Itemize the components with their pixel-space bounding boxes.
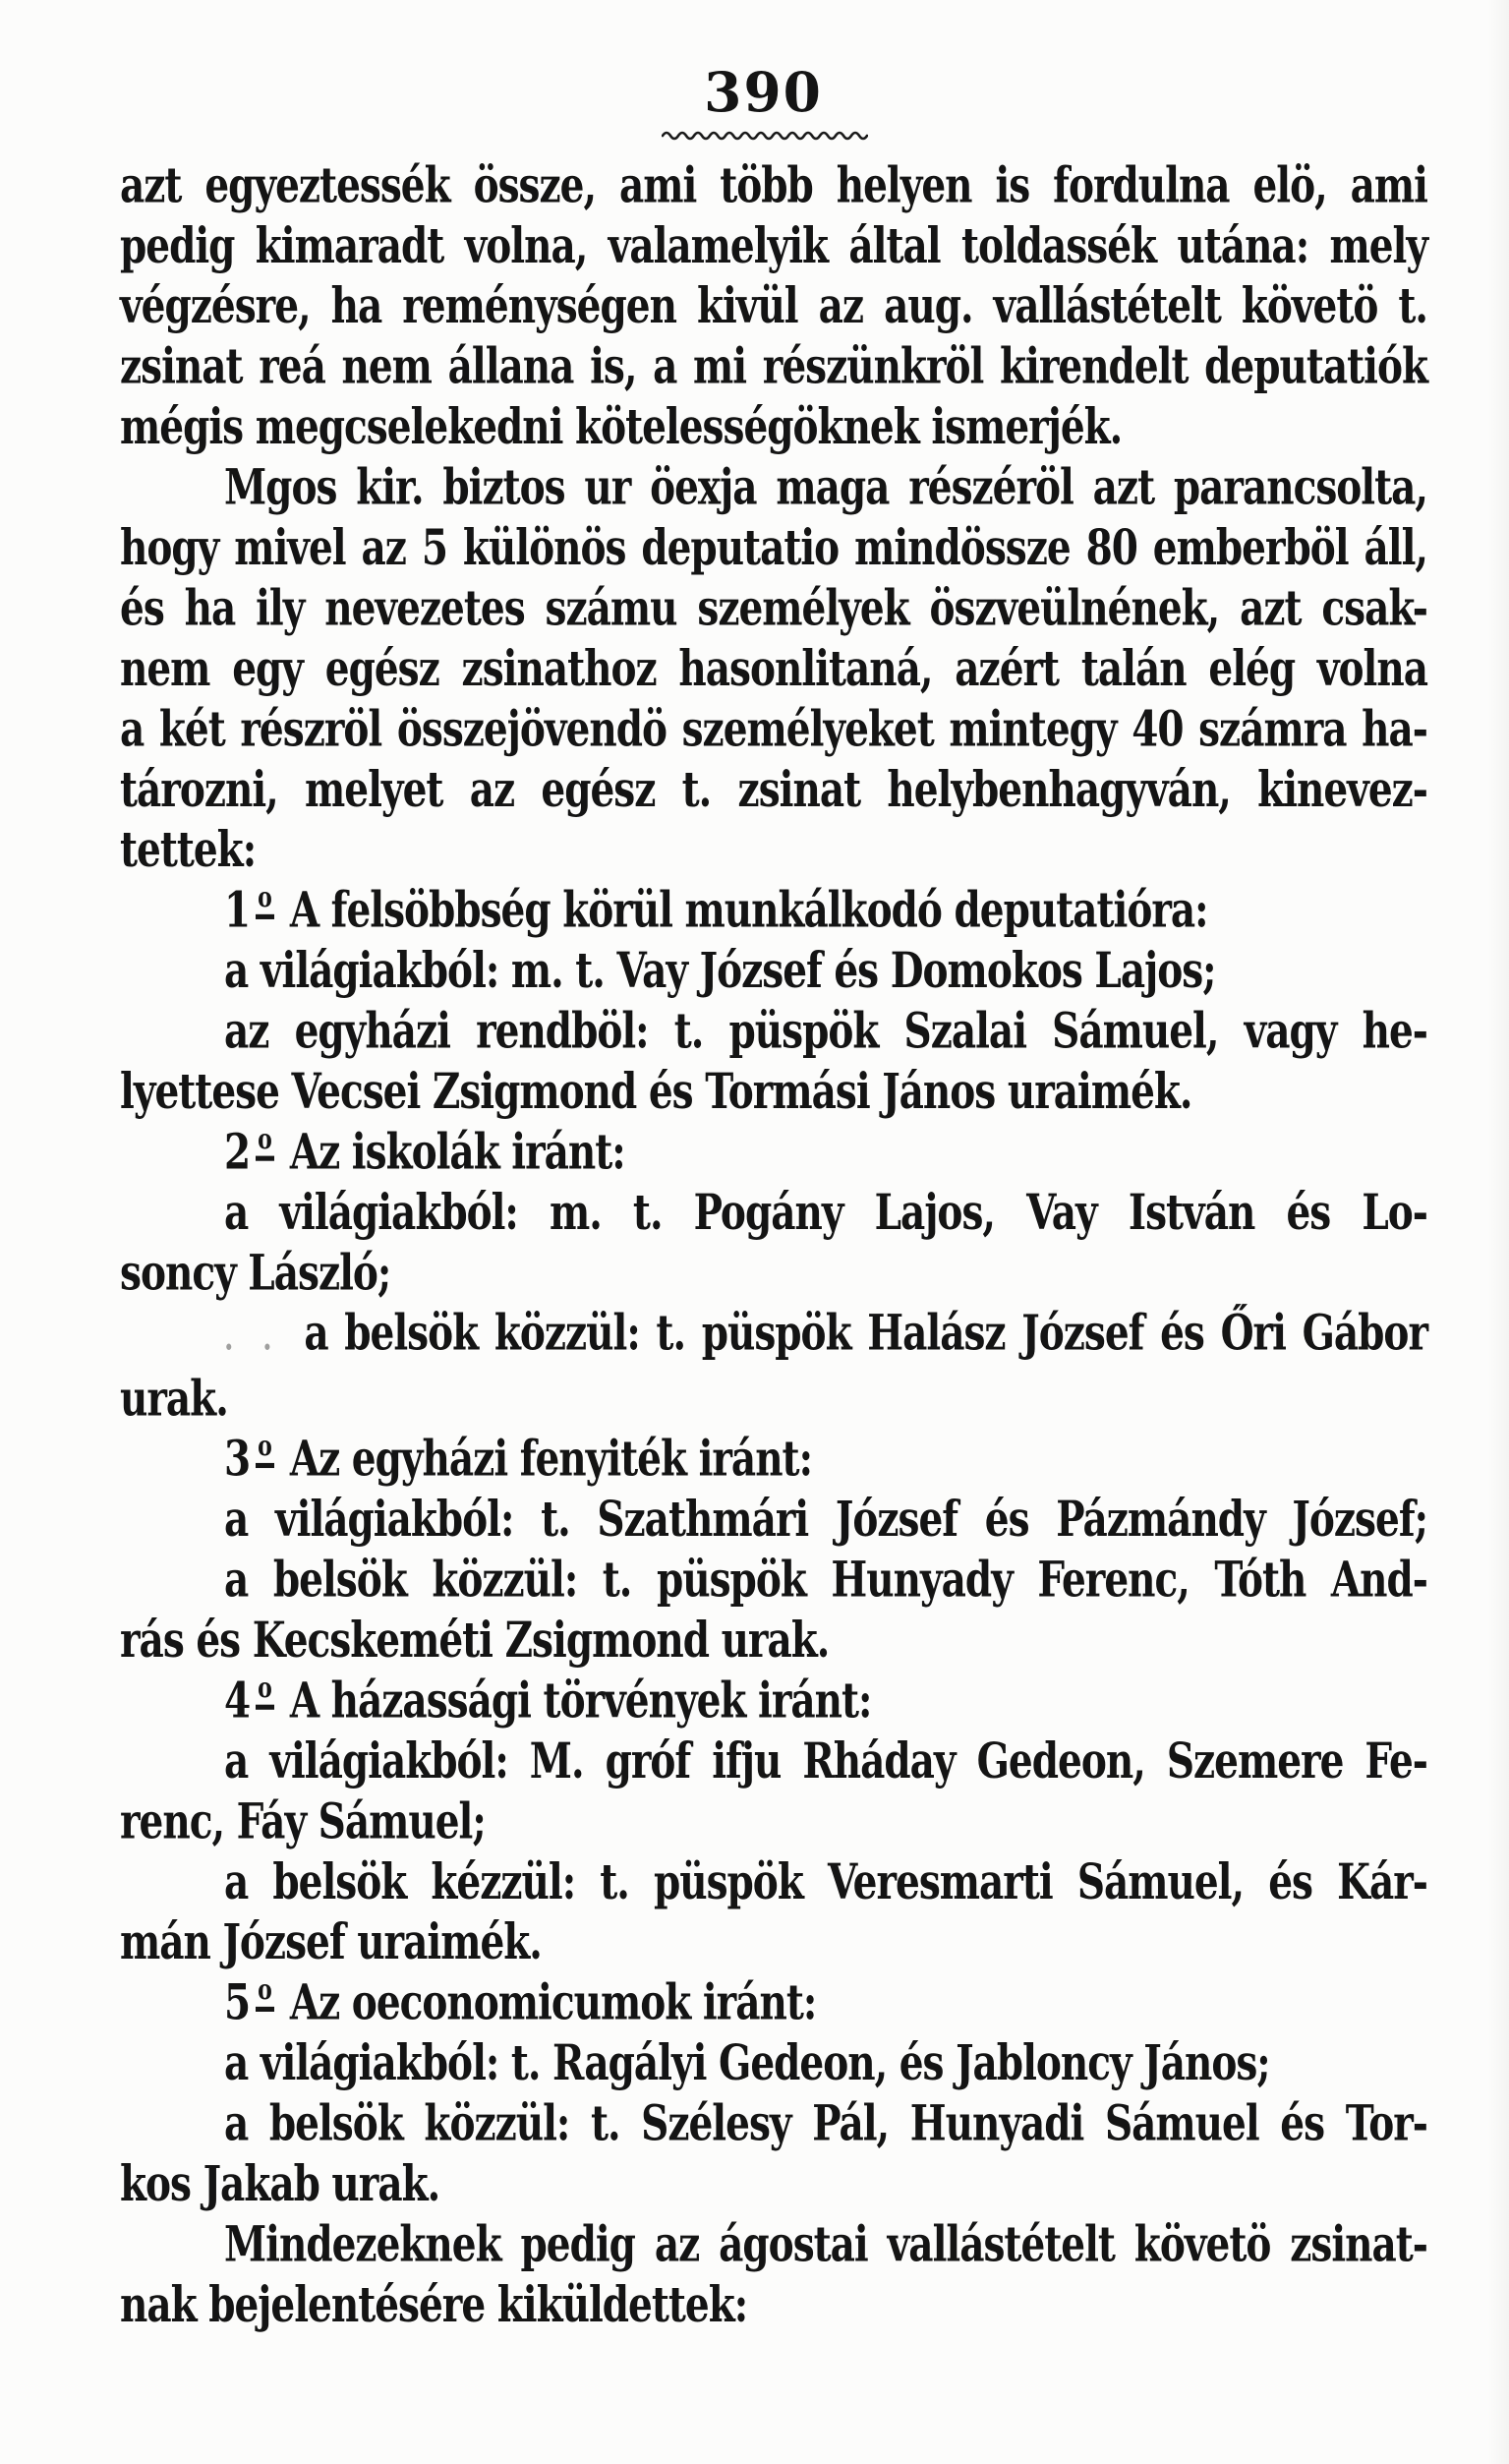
- text-line: zsinat reá nem állana is, a mi részünkröl kirendelt deputatiók: [120, 337, 1427, 396]
- ordinal-number: 5: [224, 1973, 252, 2032]
- text-line: a belsök közzül: t. Szélesy Pál, Hunyadi Sámuel és Tor-: [224, 2094, 1427, 2153]
- text-block: [120, 155, 1427, 2335]
- text-line: mégis megcselekedni kötelességöknek ismerjék.: [120, 398, 1123, 456]
- scan-speckle: . .: [224, 1318, 280, 1359]
- text-line-text: a belsök közzül: t. püspök Halász József és Őri Gábor: [304, 1304, 1427, 1363]
- page-number: 390: [704, 60, 823, 124]
- list-item-heading: [120, 880, 1427, 940]
- list-item-heading: [120, 1671, 1427, 1731]
- text-line: a belsök kézzül: t. püspök Veresmarti Sámuel, és Kár-: [224, 1852, 1427, 1911]
- text-line: a világiakból: m. t. Pogány Lajos, Vay István és Lo-: [224, 1183, 1427, 1242]
- text-line: renc, Fáy Sámuel;: [120, 1792, 486, 1851]
- ordinal-suffix: o: [256, 1674, 274, 1710]
- paragraph-first-line: Mgos kir. biztos ur öexja maga részéröl azt parancsolta,: [224, 458, 1427, 517]
- text-line: hogy mivel az 5 különös deputatio mindössze 80 emberböl áll,: [120, 518, 1427, 577]
- text-line: a belsök közzül: t. püspök Hunyady Ferenc, Tóth And-: [224, 1551, 1427, 1610]
- text-line: pedig kimaradt volna, valamelyik által toldassék utána: mely: [120, 216, 1427, 275]
- ordinal-suffix: o: [256, 1976, 274, 2012]
- list-heading-text: Az iskolák iránt:: [289, 1123, 625, 1182]
- text-line: az egyházi rendböl: t. püspök Szalai Sámuel, vagy he-: [224, 1002, 1427, 1061]
- text-line: a világiakból: M. gróf ifju Rháday Gedeon, Szemere Fe-: [224, 1731, 1427, 1790]
- text-line: lyettese Vecsei Zsigmond és Tormási János uraimék.: [120, 1062, 1192, 1121]
- text-line: és ha ily nevezetes számu személyek öszveülnének, azt csak-: [120, 579, 1427, 638]
- text-line: a világiakból: t. Ragályi Gedeon, és Jabloncy János;: [224, 2034, 1270, 2092]
- ordinal-suffix: o: [256, 1126, 274, 1161]
- text-line: a világiakból: m. t. Vay József és Domokos Lajos;: [224, 942, 1216, 1000]
- text-line: nem egy egész zsinathoz hasonlitaná, azért talán elég volna: [120, 639, 1427, 698]
- text-line: rás és Kecskeméti Zsigmond urak.: [120, 1611, 830, 1670]
- text-line: végzésre, ha reménységen kivül az aug. vallástételt követö t.: [120, 277, 1427, 336]
- ordinal-suffix: o: [256, 1433, 274, 1468]
- text-line: tettek:: [120, 821, 257, 879]
- text-line: [120, 1303, 1427, 1369]
- text-line: urak.: [120, 1370, 228, 1429]
- ordinal-suffix: o: [256, 884, 274, 919]
- ordinal-number: 4: [224, 1672, 252, 1731]
- text-line: azt egyeztessék össze, ami több helyen is fordulna elö, ami: [120, 156, 1427, 215]
- list-heading-text: Az egyházi fenyiték iránt:: [289, 1430, 812, 1489]
- list-heading-text: A házassági törvények iránt:: [289, 1672, 872, 1731]
- text-line: kos Jakab urak.: [120, 2154, 440, 2213]
- list-item-heading: [120, 1122, 1427, 1182]
- text-line: soncy László;: [120, 1244, 391, 1303]
- page-header: [0, 60, 1509, 124]
- ordinal-number: 2: [224, 1123, 252, 1182]
- text-line: nak bejelentésére kiküldettek:: [120, 2275, 748, 2334]
- text-line: a két részröl összejövendö személyeket mintegy 40 számra ha-: [120, 700, 1427, 759]
- list-heading-text: Az oeconomicumok iránt:: [289, 1973, 817, 2032]
- text-line: a világiakból: t. Szathmári József és Pázmándy József;: [224, 1491, 1427, 1549]
- scan-edge-shadow: [1487, 0, 1509, 2464]
- text-line: tározni, melyet az egész t. zsinat helybenhagyván, kinevez-: [120, 760, 1427, 819]
- list-item-heading: [120, 1429, 1427, 1489]
- list-heading-text: A felsöbbség körül munkálkodó deputatióra:: [289, 881, 1208, 940]
- paragraph-first-line: Mindezeknek pedig az ágostai vallástételt követö zsinat-: [224, 2215, 1427, 2274]
- list-item-heading: [120, 1972, 1427, 2032]
- wavy-underline-decoration: [662, 128, 868, 142]
- ordinal-number: 1: [224, 881, 252, 940]
- text-line: mán József uraimék.: [120, 1913, 542, 1972]
- ordinal-number: 3: [224, 1430, 252, 1489]
